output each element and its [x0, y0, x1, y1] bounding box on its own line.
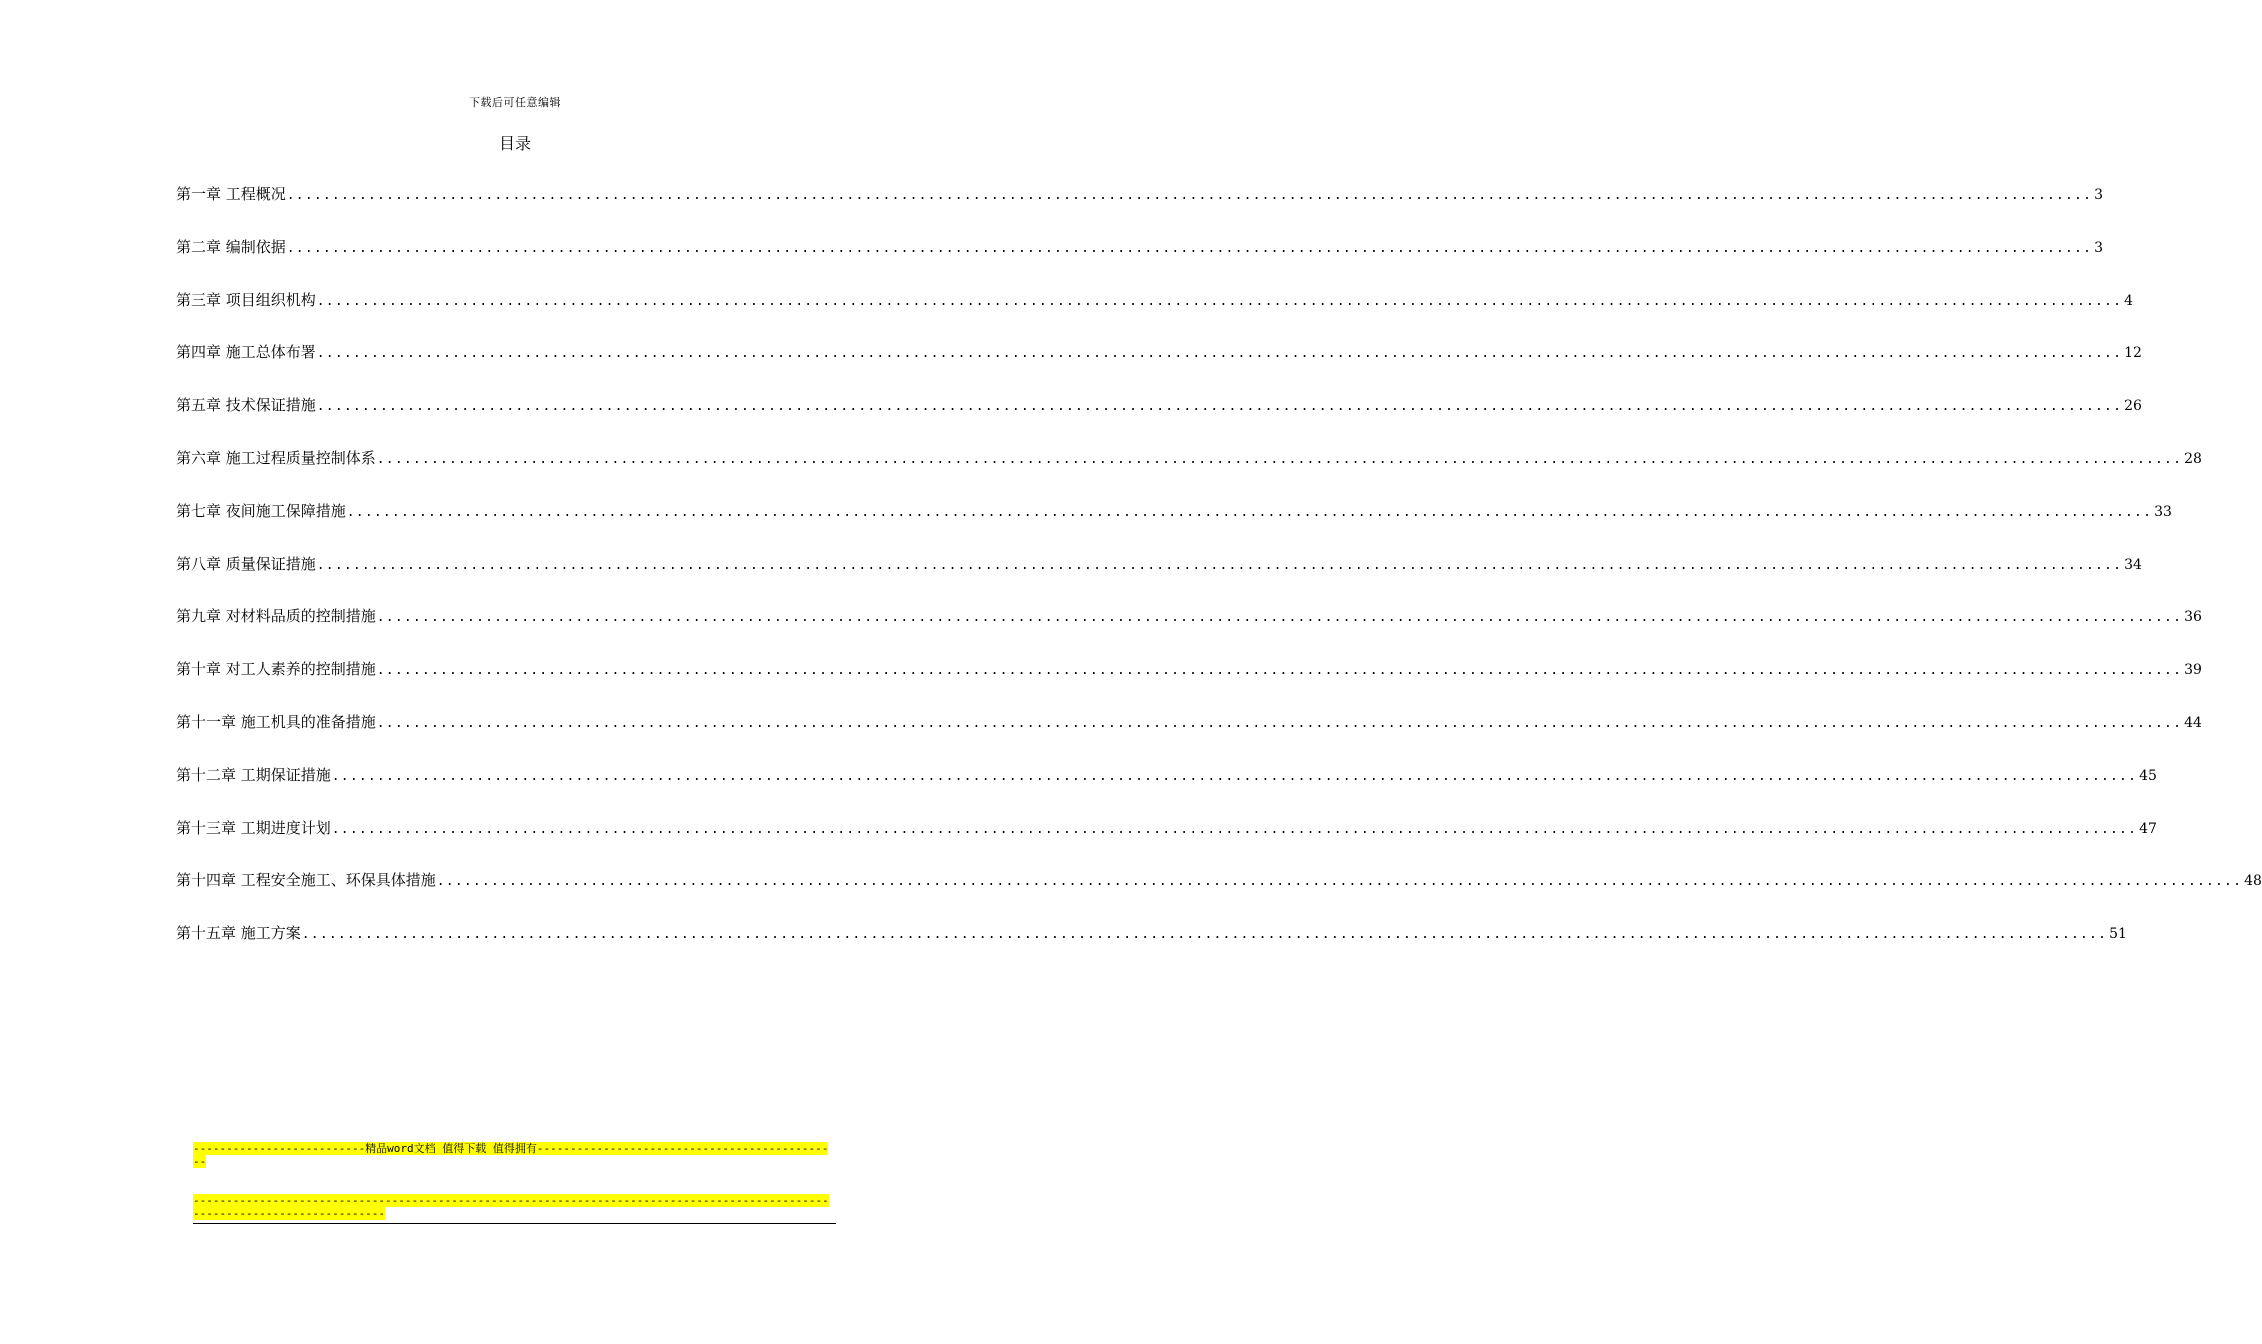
toc-entry-label: 第十三章 工期进度计划 [176, 818, 331, 837]
table-of-contents [176, 182, 2262, 974]
toc-entry-page: 47 [2139, 820, 2157, 837]
toc-entry-page: 36 [2184, 609, 2202, 626]
toc-entry-label: 第二章 编制依据 [176, 237, 286, 256]
toc-entry-page: 4 [2124, 292, 2134, 309]
toc-title: 目录 [498, 134, 531, 153]
toc-entry-page: 39 [2184, 662, 2202, 679]
toc-entry[interactable] [176, 499, 2172, 552]
toc-entry-label: 第十二章 工期保证措施 [176, 765, 331, 784]
toc-entry-page: 45 [2139, 767, 2157, 784]
toc-entry[interactable] [176, 288, 2134, 341]
toc-entry-page: 44 [2184, 714, 2202, 731]
toc-entry-label: 第一章 工程概况 [176, 185, 286, 203]
toc-entry-label: 第十章 对工人素养的控制措施 [176, 660, 376, 679]
toc-entry-page: 33 [2154, 503, 2172, 520]
toc-leader-dots: ........................................................................................................................................................................................................ [331, 821, 2138, 837]
toc-entry-page: 26 [2124, 398, 2142, 415]
toc-leader-dots: ........................................................................................................................................................................................................ [316, 346, 2123, 362]
toc-leader-dots: ........................................................................................................................................................................................................ [316, 557, 2123, 573]
toc-leader-dots: ........................................................................................................................................................................................................ [316, 399, 2123, 415]
toc-entry-page: 3 [2094, 239, 2104, 256]
toc-entry-page: 48 [2244, 873, 2262, 890]
toc-entry-label: 第六章 施工过程质量控制体系 [176, 448, 376, 467]
toc-entry-label: 第七章 夜间施工保障措施 [176, 501, 346, 520]
toc-entry[interactable] [176, 393, 2142, 446]
toc-entry-label: 第九章 对材料品质的控制措施 [176, 607, 376, 626]
toc-leader-dots: ........................................................................................................................................................................................................ [436, 874, 2243, 890]
toc-entry[interactable] [176, 868, 2262, 921]
toc-entry[interactable] [176, 446, 2202, 499]
toc-entry[interactable] [176, 340, 2142, 393]
separator-banner [193, 1194, 833, 1220]
separator-banner-text: ----------------------------------------------------------------------------------------------------------------------------- [193, 1194, 829, 1220]
toc-leader-dots: ........................................................................................................................................................................................................ [376, 610, 2183, 626]
toc-entry[interactable] [176, 921, 2127, 974]
toc-entry[interactable] [176, 763, 2157, 816]
toc-entry-label: 第十四章 工程安全施工、环保具体措施 [176, 871, 436, 890]
toc-entry[interactable] [176, 816, 2157, 869]
promo-banner [193, 1142, 833, 1168]
toc-entry[interactable] [176, 235, 2104, 288]
toc-entry-label: 第八章 质量保证措施 [176, 554, 316, 573]
toc-leader-dots: ........................................................................................................................................................................................................ [286, 188, 2093, 203]
toc-leader-dots: ........................................................................................................................................................................................................ [376, 663, 2183, 679]
toc-leader-dots: ........................................................................................................................................................................................................ [376, 715, 2183, 731]
toc-leader-dots: ........................................................................................................................................................................................................ [286, 240, 2093, 256]
toc-entry-page: 51 [2109, 926, 2127, 943]
toc-entry-label: 第十一章 施工机具的准备措施 [176, 712, 376, 731]
toc-entry[interactable] [176, 552, 2142, 605]
toc-entry-label: 第五章 技术保证措施 [176, 396, 316, 415]
toc-leader-dots: ........................................................................................................................................................................................................ [331, 768, 2138, 784]
toc-entry-label: 第十五章 施工方案 [176, 924, 301, 943]
toc-entry[interactable] [176, 182, 2104, 235]
footer-rule [193, 1223, 836, 1224]
toc-entry-page: 34 [2124, 556, 2142, 573]
header-note: 下载后可任意编辑 [469, 96, 561, 109]
toc-leader-dots: ........................................................................................................................................................................................................ [301, 927, 2108, 943]
toc-entry-page: 3 [2094, 187, 2104, 203]
toc-entry[interactable] [176, 710, 2202, 763]
promo-banner-text: --------------------------精品word文档 值得下载 值得拥有---------------------------------------------- [193, 1142, 829, 1168]
toc-entry[interactable] [176, 604, 2202, 657]
toc-leader-dots: ........................................................................................................................................................................................................ [376, 451, 2183, 467]
toc-entry-page: 28 [2184, 450, 2202, 467]
toc-leader-dots: ........................................................................................................................................................................................................ [346, 504, 2153, 520]
toc-entry-label: 第三章 项目组织机构 [176, 290, 316, 309]
toc-leader-dots: ........................................................................................................................................................................................................ [316, 293, 2123, 309]
toc-entry-page: 12 [2124, 345, 2142, 362]
toc-entry-label: 第四章 施工总体布署 [176, 343, 316, 362]
toc-entry[interactable] [176, 657, 2202, 710]
